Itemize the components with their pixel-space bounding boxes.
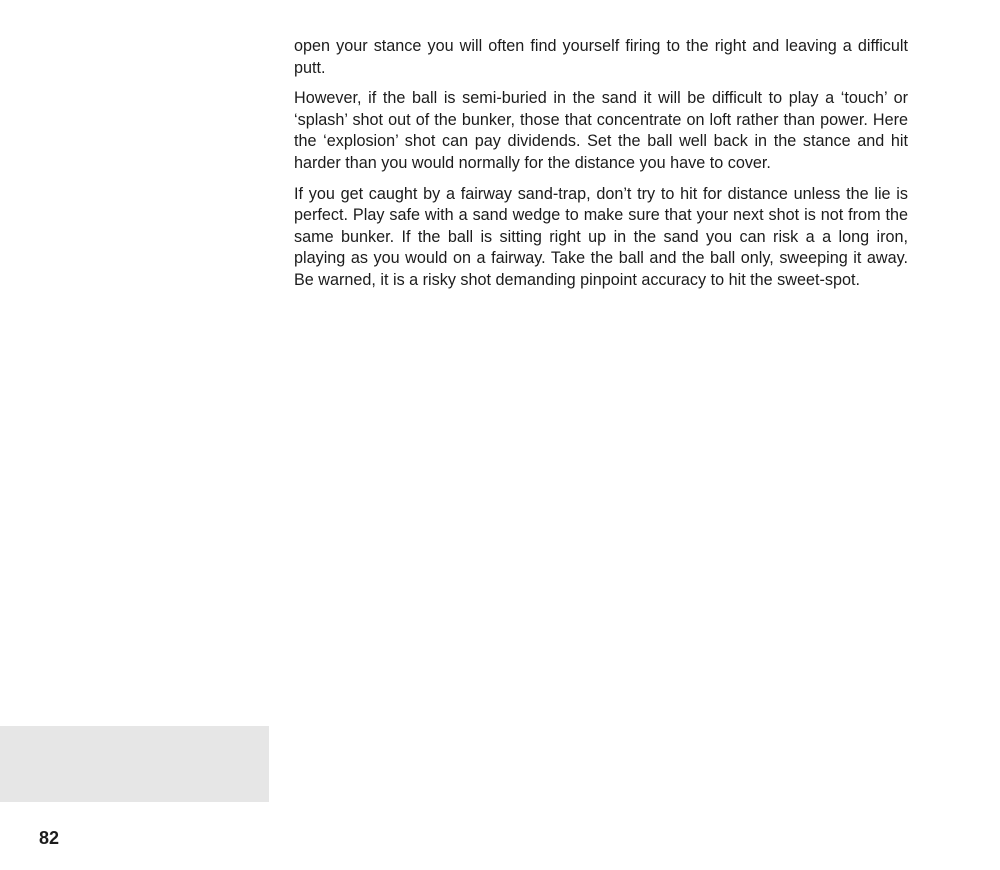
paragraph-3: If you get caught by a fairway sand-trap, don’t try to hit for distance unless the lie is perfect. Play safe with a sand wedge to make sure that your next shot is not from the same bunker. If the ball is sitting right up in the sand you can risk a a long iron, playing as you would on a fairway. Take the ball and the ball only, sweeping it away. Be warned, it is a risky shot demanding pinpoint accuracy to hit the sweet-spot. — [294, 184, 908, 289]
paragraph-2: However, if the ball is semi-buried in the sand it will be difficult to play a ‘touch’ or ‘splash’ shot out of the bunker, those that concentrate on loft rather than power. Here the ‘explosion’ shot can pay dividends. Set the ball well back in the stance and hit harder than you would normally for the distance you have to cover. — [294, 89, 908, 172]
page-number: 82 — [39, 828, 60, 848]
paragraph-1: open your stance you will often find yourself firing to the right and leaving a difficult putt. — [294, 37, 908, 77]
margin-tab — [0, 726, 269, 802]
body-text — [294, 36, 908, 301]
